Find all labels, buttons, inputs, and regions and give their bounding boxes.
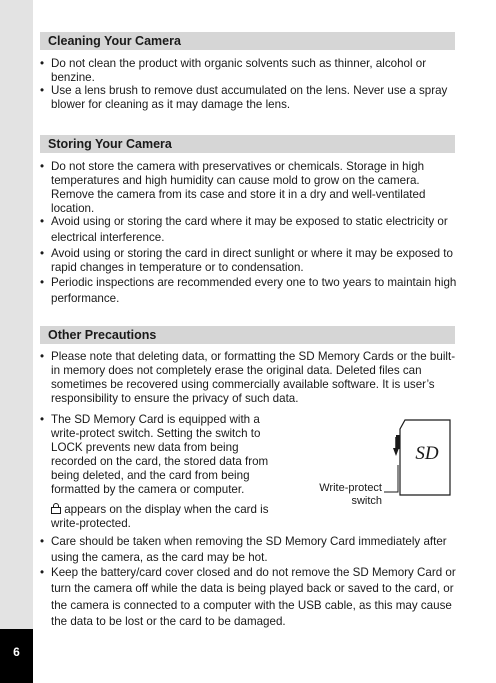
section-header-cleaning: Cleaning Your Camera — [40, 32, 455, 50]
list-item: • Use a lens brush to remove dust accumulated on the lens. Never use a spray blower for cleaning as it may damage the lens. — [40, 84, 448, 111]
list-item: • Avoid using or storing the card where it may be exposed to static electricity or electrical interference. — [40, 215, 448, 244]
list-item: • Do not clean the product with organic solvents such as thinner, alcohol or benzine. — [40, 57, 427, 84]
list-item: • Please note that deleting data, or formatting the SD Memory Cards or the built-in memory does not completely erase the original data. Deleted files can sometimes be recovered using commercially available software. It is user’s responsibility to ensure the privacy of such data. — [40, 350, 456, 405]
list-item: • Care should be taken when removing the SD Memory Card immediately after using the camera, as the card may be hot. — [40, 535, 447, 564]
list-item: • The SD Memory Card is equipped with a write-protect switch. Setting the switch to LOCK prevents new data from being recorded on the card, the stored data from being deleted, and the card from being formatted by the camera or computer. — [40, 413, 269, 496]
section-header-storing: Storing Your Camera — [40, 135, 455, 153]
list-item: • Avoid using or storing the card in direct sunlight or where it may be exposed to rapid changes in temperature or to condensation. — [40, 247, 453, 274]
sd-logo: SD — [415, 443, 439, 464]
list-item-lock-note: appears on the display when the card is write-protected. — [51, 503, 269, 530]
list-item: • Periodic inspections are recommended every one to two years to maintain high performance. — [40, 276, 457, 305]
section-header-other: Other Precautions — [40, 326, 455, 344]
list-item: • Do not store the camera with preservatives or chemicals. Storage in high temperatures and high humidity can cause mold to grow on the camera. Remove the camera from its case and store it in a dry and well-ventilated location. — [40, 160, 426, 215]
page-number: 6 — [13, 645, 20, 659]
arrow-down-icon — [393, 448, 399, 456]
lock-icon — [51, 503, 61, 514]
write-protect-label: Write-protect switch — [319, 482, 382, 507]
list-item: • Keep the battery/card cover closed and do not remove the SD Memory Card or turn the camera off while the data is being played back or saved to the card, or the camera is connected to a computer with the USB cable, as this may cause the data to be lost or the card to be damaged. — [40, 566, 456, 628]
page-sidebar — [0, 0, 33, 683]
